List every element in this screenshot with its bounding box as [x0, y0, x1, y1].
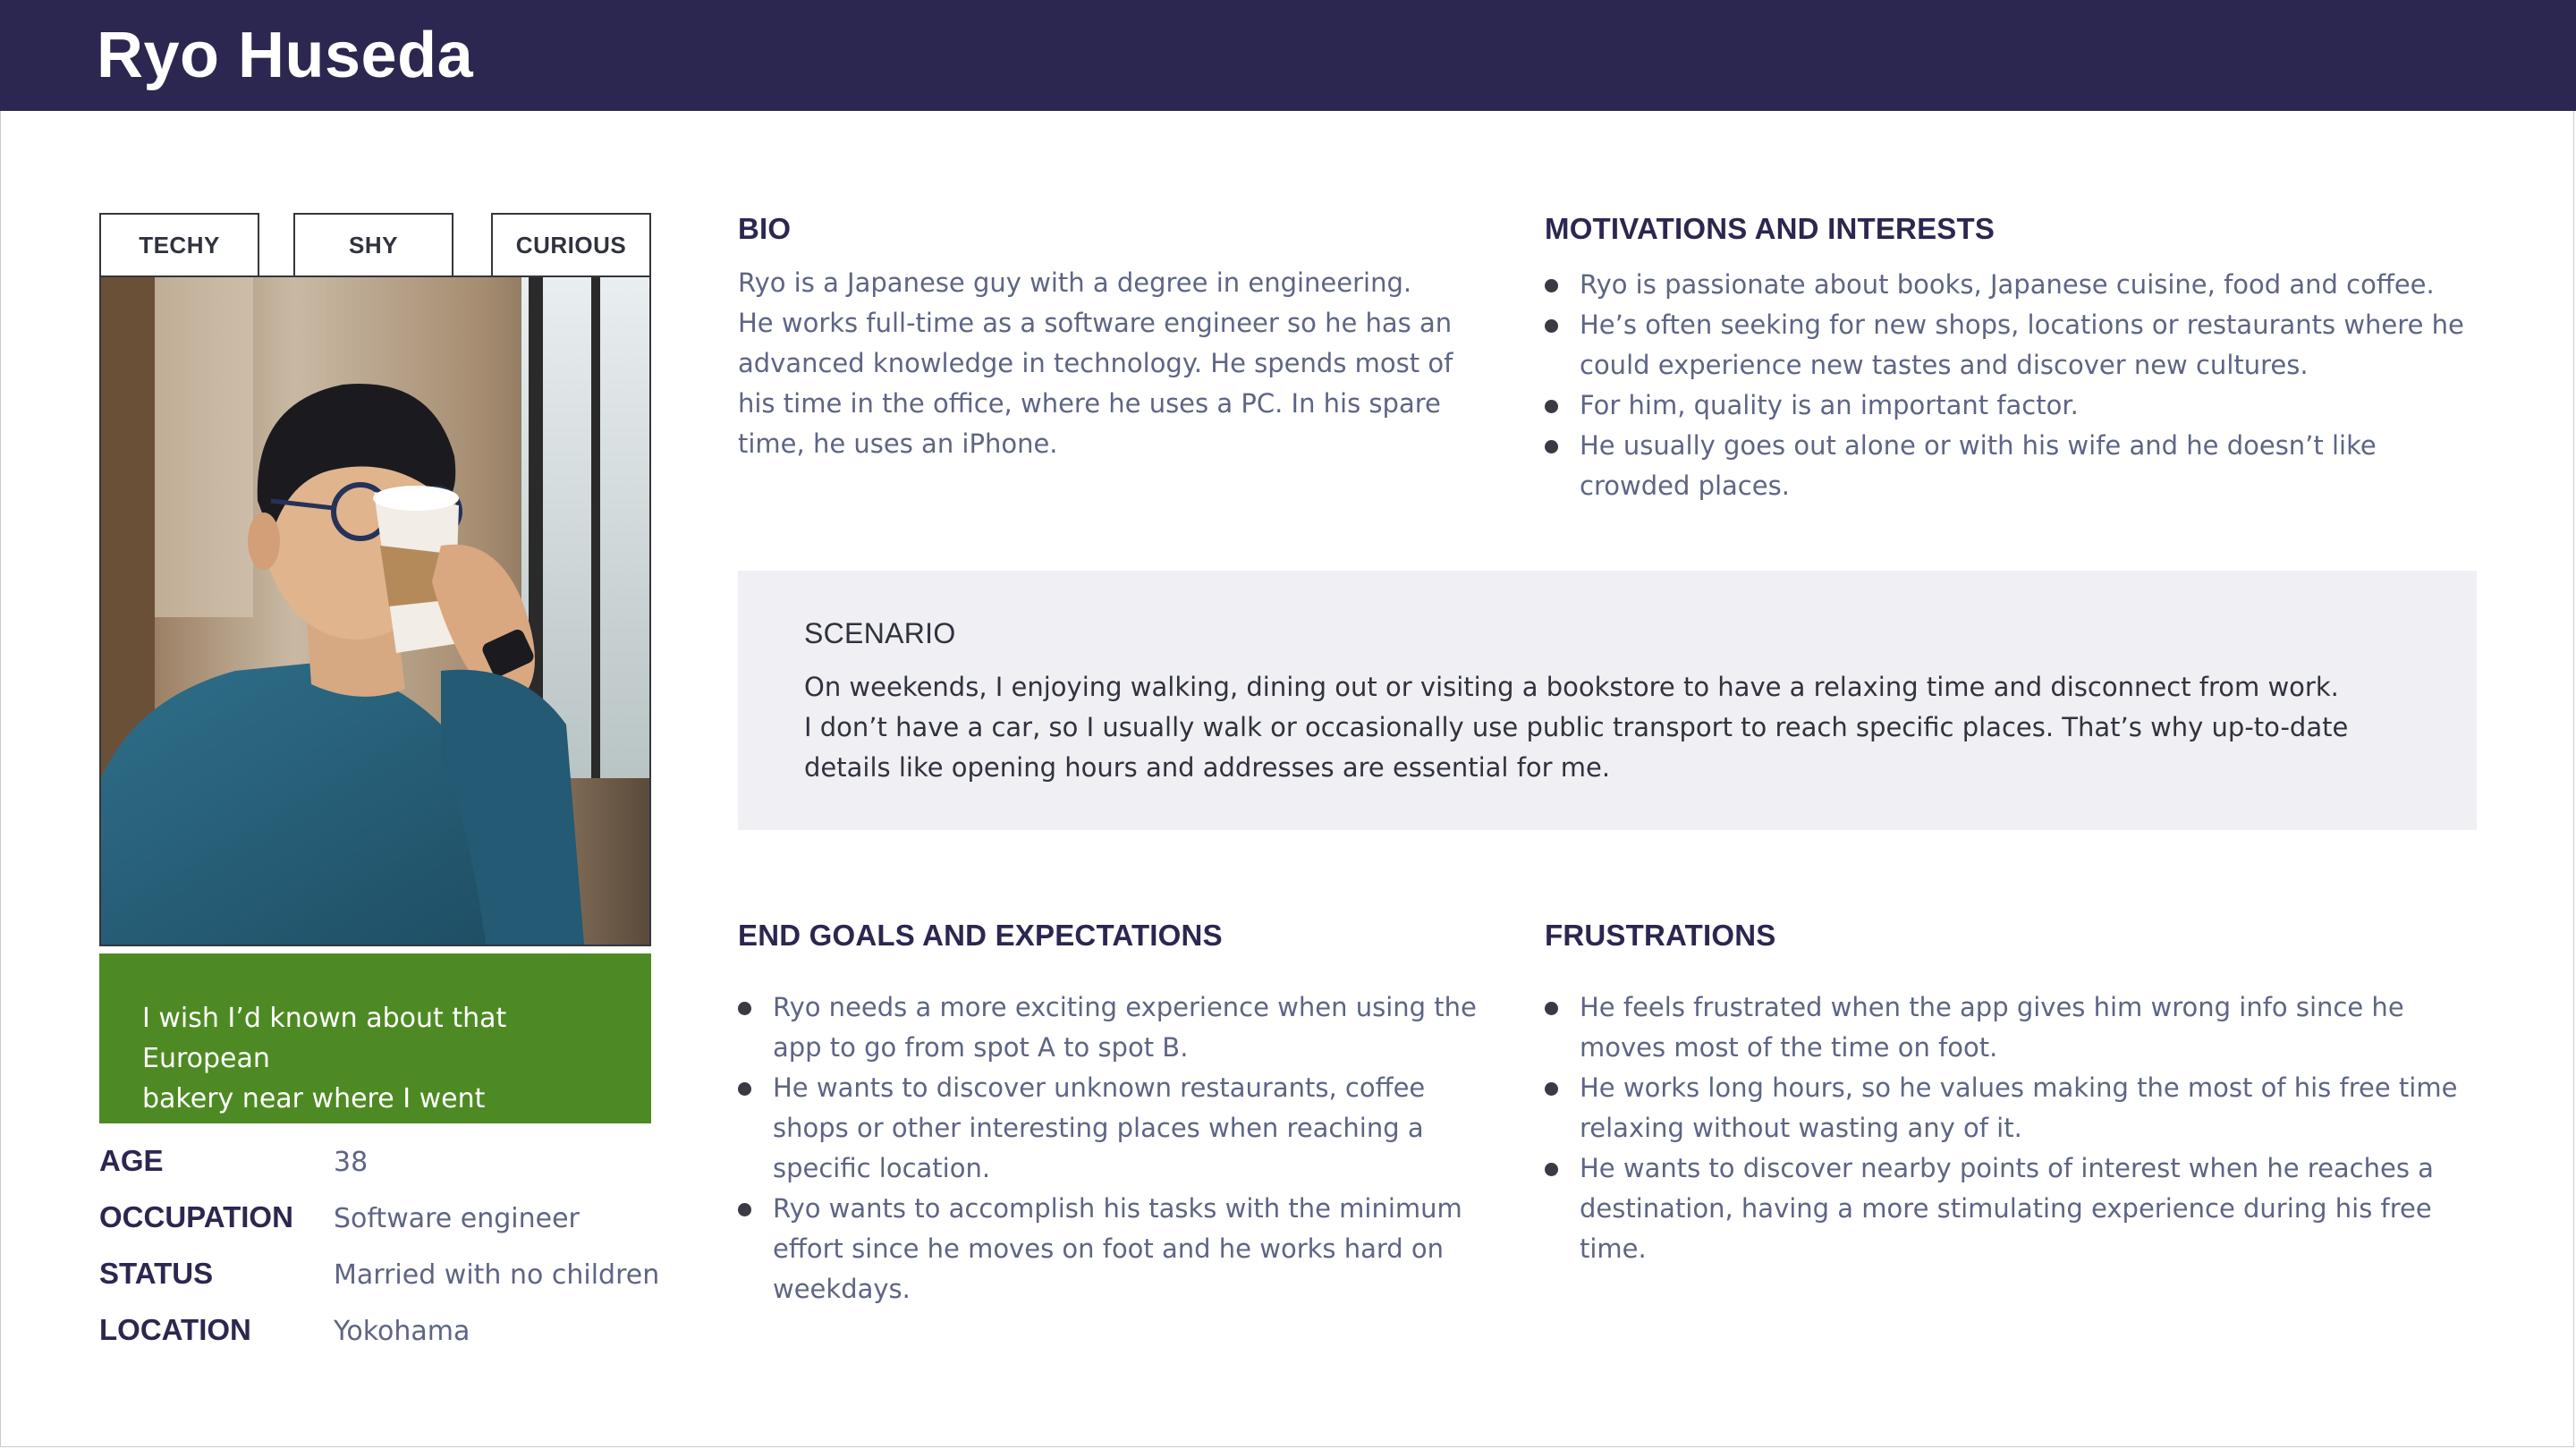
persona-quote [99, 953, 651, 1155]
bio-text [738, 263, 1480, 464]
bio-line: He works full-time as a software engineer so he has an advanced knowledge in technology. He spends most of his time in the office, where he uses a PC. In his spare time, he uses an iPhone. [738, 308, 1453, 459]
fact-row-occupation [99, 1199, 672, 1256]
fact-row-location [99, 1312, 672, 1368]
list-item: He wants to discover unknown restaurants, coffee shops or other interesting places when reaching a specific location. [738, 1068, 1480, 1189]
list-item: He usually goes out alone or with his wife and he doesn’t like crowded places. [1545, 426, 2484, 506]
scenario-line: On weekends, I enjoying walking, dining out or visiting a bookstore to have a relaxing time and disconnect from work. [804, 672, 2339, 702]
fact-value: 38 [334, 1147, 369, 1178]
persona-photo [99, 275, 651, 946]
persona-photo-illustration [101, 277, 649, 945]
goals-list [738, 987, 1480, 1309]
bio-heading: BIO [738, 212, 792, 245]
fact-label: AGE [99, 1144, 164, 1177]
list-item: Ryo is passionate about books, Japanese cuisine, food and coffee. [1545, 265, 2484, 305]
fact-value: Yokohama [334, 1316, 470, 1347]
persona-facts [99, 1143, 672, 1368]
motivations-heading: MOTIVATIONS AND INTERESTS [1545, 212, 1996, 245]
scenario-text [804, 667, 2414, 788]
fact-label: OCCUPATION [99, 1200, 293, 1233]
fact-value: Married with no children [334, 1259, 660, 1291]
scenario-heading: SCENARIO [804, 617, 956, 649]
fact-row-age [99, 1143, 672, 1199]
trait-tags [99, 213, 651, 277]
frustrations-list [1545, 987, 2484, 1269]
scenario-line: I don’t have a car, so I usually walk or occasionally use public transport to reach specific places. That’s why up-to-date details like opening hours and addresses are essential for me. [804, 712, 2349, 783]
scenario-panel [738, 571, 2477, 830]
quote-text: I wish I’d known about that European bakery near where I went yesterday… [142, 1003, 507, 1155]
frustrations-heading: FRUSTRATIONS [1545, 919, 1776, 952]
trait-tag-curious: CURIOUS [491, 213, 651, 277]
list-item: He feels frustrated when the app gives him wrong info since he moves most of the time on foot. [1545, 987, 2484, 1068]
trait-tag-shy: SHY [293, 213, 453, 277]
page-title: Ryo Huseda [97, 20, 474, 91]
motivations-list [1545, 265, 2484, 506]
list-item: Ryo needs a more exciting experience when using the app to go from spot A to spot B. [738, 987, 1480, 1068]
bio-line: Ryo is a Japanese guy with a degree in engineering. [738, 267, 1412, 298]
list-item: He wants to discover nearby points of interest when he reaches a destination, having a more stimulating experience during his free time. [1545, 1148, 2484, 1269]
fact-label: STATUS [99, 1257, 214, 1290]
fact-row-status [99, 1256, 672, 1312]
goals-heading: END GOALS AND EXPECTATIONS [738, 919, 1223, 952]
list-item: For him, quality is an important factor. [1545, 386, 2484, 426]
list-item: Ryo wants to accomplish his tasks with the minimum effort since he moves on foot and he works hard on weekdays. [738, 1189, 1480, 1309]
fact-value: Software engineer [334, 1203, 580, 1234]
header-bar [0, 0, 2576, 111]
trait-tag-techy: TECHY [99, 213, 259, 277]
list-item: He works long hours, so he values making the most of his free time relaxing without wasting any of it. [1545, 1068, 2484, 1148]
fact-label: LOCATION [99, 1313, 251, 1346]
list-item: He’s often seeking for new shops, locations or restaurants where he could experience new tastes and discover new cultures. [1545, 305, 2484, 386]
